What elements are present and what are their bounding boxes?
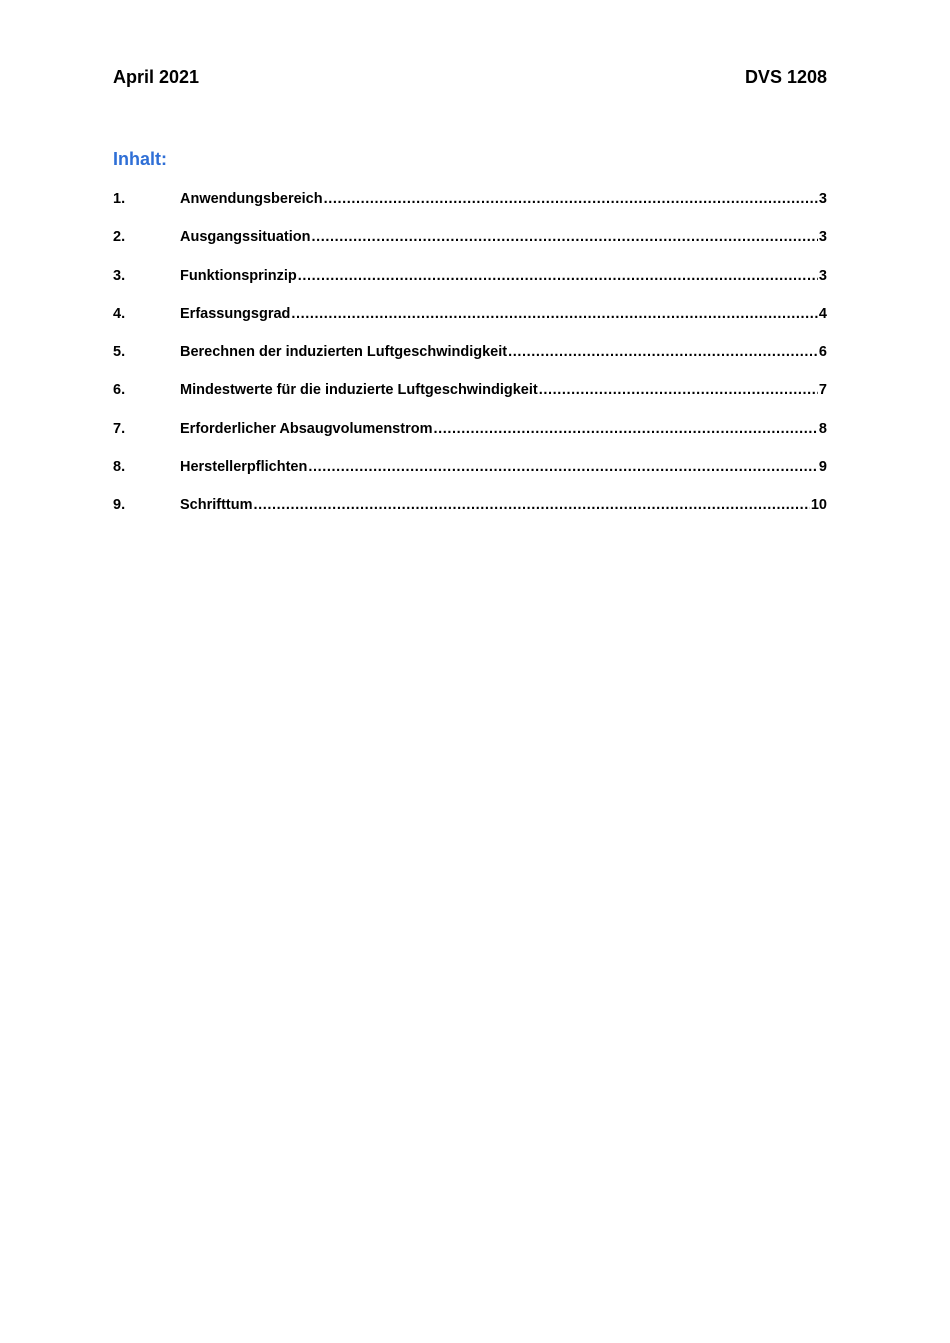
toc-entry-page: 3 — [818, 229, 827, 246]
toc-dot-leader — [433, 418, 817, 440]
toc-entry-title: Funktionsprinzip — [180, 267, 297, 284]
toc-dot-leader — [291, 303, 818, 325]
toc-entry-page: 10 — [810, 497, 827, 513]
toc-entry-number: 6. — [113, 382, 126, 399]
toc-entry-number: 5. — [113, 344, 126, 360]
toc-entry-number: 9. — [113, 497, 126, 513]
page-header — [113, 67, 827, 93]
toc-entry-page: 8 — [818, 420, 827, 437]
toc-entry-number: 2. — [113, 229, 126, 246]
toc-entry-2[interactable] — [113, 226, 827, 264]
toc-dot-leader — [254, 494, 810, 516]
toc-entry-page: 6 — [818, 344, 827, 360]
toc-entry-number: 3. — [113, 267, 126, 284]
toc-entry-number: 1. — [113, 191, 126, 207]
header-document-id: DVS 1208 — [744, 67, 827, 87]
toc-entry-number: 8. — [113, 458, 126, 475]
toc-entry-7[interactable] — [113, 418, 827, 456]
toc-entry-page: 7 — [818, 382, 827, 399]
toc-entry-title: Mindestwerte für die induzierte Luftgeschwindigkeit — [180, 382, 538, 399]
toc-dot-leader — [539, 379, 818, 401]
toc-entry-title: Erfassungsgrad — [180, 305, 291, 322]
toc-entry-title: Erforderlicher Absaugvolumenstrom — [180, 420, 433, 437]
toc-entry-1[interactable] — [113, 188, 827, 226]
toc-entry-5[interactable] — [113, 341, 827, 379]
toc-entry-9[interactable] — [113, 494, 827, 532]
toc-dot-leader — [308, 456, 818, 478]
toc-entry-8[interactable] — [113, 456, 827, 494]
toc-entry-number: 7. — [113, 420, 126, 437]
header-date: April 2021 — [113, 67, 200, 87]
toc-dot-leader — [312, 226, 818, 248]
toc-dot-leader — [508, 341, 818, 363]
toc-entry-page: 9 — [818, 458, 827, 475]
toc-entry-number: 4. — [113, 305, 126, 322]
toc-entry-3[interactable] — [113, 265, 827, 303]
toc-entry-page: 3 — [818, 267, 827, 284]
toc-entry-title: Berechnen der induzierten Luftgeschwindigkeit — [180, 344, 508, 360]
toc-entry-4[interactable] — [113, 303, 827, 341]
toc-entry-6[interactable] — [113, 379, 827, 417]
toc-entry-title: Ausgangssituation — [180, 229, 311, 246]
table-of-contents — [113, 188, 827, 532]
toc-entry-title: Herstellerpflichten — [180, 458, 308, 475]
toc-entry-page: 3 — [818, 191, 827, 207]
toc-entry-title: Anwendungsbereich — [180, 191, 323, 207]
toc-title: Inhalt: — [113, 149, 167, 169]
toc-entry-page: 4 — [818, 305, 827, 322]
toc-dot-leader — [324, 188, 818, 210]
toc-dot-leader — [298, 265, 818, 287]
toc-entry-title: Schrifttum — [180, 497, 253, 513]
